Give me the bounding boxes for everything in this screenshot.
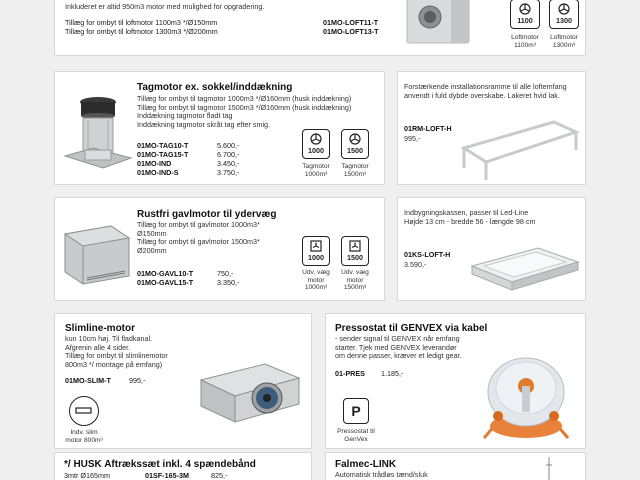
tagmotor-price: 3.750,- <box>217 168 240 177</box>
wall-fan-1000-icon <box>302 236 330 266</box>
falmec-description: Automatisk trådløs tænd/sluk <box>335 470 428 479</box>
fan-1300-caption: Loftmotor 1300m³ <box>550 34 578 49</box>
slim-motor-caption: Indv. slim motor 800m³ <box>65 429 103 444</box>
wall-fan-1000-num: 1000 <box>308 253 324 262</box>
loftmotor-card <box>54 0 586 56</box>
ramme-description: Forstærkende installationsramme til alle loftemfang anvendt i fuld dybde overskabe. Lakeret hvid lak. <box>404 82 567 100</box>
aftraek-title: */ HUSK Aftrækssæt inkl. 4 spændebånd <box>64 459 256 470</box>
fan-1100-caption: Loftmotor 1100m³ <box>511 34 539 49</box>
tagmotor-price-table <box>137 141 257 177</box>
tagmotor-code: 01MO-IND-S <box>137 168 179 177</box>
tagmotor-price: 5.600,- <box>217 141 240 150</box>
kasse-price: 3.590,- <box>404 260 427 269</box>
gavl-card <box>54 197 385 301</box>
tagmotor-description: Tillæg for ombyt til tagmotor 1000m3 */Ø160mm (husk inddækning) Tillæg for ombyt til tagmotor 1500m3 */Ø160mm (husk inddækning) Inddækning tagmotor fladt tag Inddækning tagmotor skråt tag efter smig. <box>137 94 352 129</box>
slimline-card <box>54 313 312 449</box>
loftmotor-row-desc: Tillæg for ombyt til loftmotor 1100m3 */Ø150mm <box>65 18 218 27</box>
fan-1100-num: 1100 <box>517 16 533 25</box>
slimline-title: Slimline-motor <box>65 323 136 334</box>
slimline-description: kun 10cm høj. Til fladkanal. Afgrenin alle 4 sider. Tillæg for ombyt til slimlinemotor 800m3 */ montage på emfang) <box>65 334 168 369</box>
tagmotor-title: Tagmotor ex. sokkel/inddækning <box>137 82 293 93</box>
pressostat-price: 1.185,- <box>381 369 404 378</box>
fan-1500-num: 1500 <box>347 146 363 155</box>
gavl-price-table <box>137 269 257 287</box>
pressostat-code: 01-PRES <box>335 369 365 378</box>
aftraek-card <box>54 452 312 480</box>
p-letter: P <box>351 403 361 419</box>
pressostat-card <box>325 313 586 449</box>
aftraek-price: 825,- <box>211 471 228 480</box>
kasse-image <box>468 244 582 296</box>
ramme-image <box>458 118 582 182</box>
slimline-price: 995,- <box>129 376 146 385</box>
aftraek-code: 01SF-165-3M <box>145 471 189 480</box>
gavl-description: Tillæg for ombyt til gavlmotor 1000m3* Ø150mm Tillæg for ombyt til gavlmotor 1500m3* Ø200mm <box>137 220 260 255</box>
wall-fan-1500-num: 1500 <box>347 253 363 262</box>
pressostat-description: - sender signal til GENVEX når emfang starter. Tjek med GENVEX leverandør om denne passer, kræver et ledigt gear. <box>335 334 462 361</box>
gavl-code: 01MO-GAVL15-T <box>137 278 194 287</box>
ramme-card <box>397 71 586 185</box>
pressostat-title: Pressostat til GENVEX via kabel <box>335 323 488 334</box>
fan-1000-icon <box>302 129 330 159</box>
loftmotor-row-code: 01MO-LOFT13-T <box>323 27 379 36</box>
kasse-card <box>397 197 586 301</box>
fan-1100-icon <box>510 0 540 29</box>
pressostat-image <box>476 342 576 446</box>
tagmotor-card <box>54 71 385 185</box>
fan-1500-caption: Tagmotor 1500m³ <box>341 163 369 178</box>
wall-fan-1500-caption: Udv. væg motor 1500m³ <box>341 269 369 292</box>
pressostat-price-table <box>335 369 421 378</box>
kasse-description: Indbygningskassen, passer til Led-Line Højde 13 cm - bredde 56 - længde 98 cm <box>404 208 536 226</box>
gavl-price: 750,- <box>217 269 234 278</box>
loftmotor-row-code: 01MO-LOFT11-T <box>323 18 379 27</box>
slimline-image <box>195 358 305 430</box>
tagmotor-code: 01MO-TAG10-T <box>137 141 189 150</box>
tagmotor-code: 01MO-IND <box>137 159 172 168</box>
kasse-code: 01KS-LOFT-H <box>404 250 451 259</box>
slim-motor-icon <box>69 396 99 426</box>
tagmotor-image <box>63 94 133 176</box>
pressostat-icon-caption: Pressostat til GenVex <box>337 428 375 443</box>
fan-1300-num: 1300 <box>556 16 572 25</box>
gavl-title: Rustfri gavlmotor til ydervæg <box>137 209 277 220</box>
ramme-code: 01RM-LOFT-H <box>404 124 452 133</box>
aftraek-spec: 3mtr Ø165mm <box>64 471 110 480</box>
tagmotor-code: 01MO-TAG15-T <box>137 150 189 159</box>
fan-1500-icon <box>341 129 369 159</box>
fan-1300-icon <box>549 0 579 29</box>
falmec-image <box>544 457 554 480</box>
wall-fan-1500-icon <box>341 236 369 266</box>
loftmotor-image <box>405 0 473 47</box>
gavl-image <box>61 222 133 286</box>
tagmotor-price: 3.450,- <box>217 159 240 168</box>
aftraek-price-table <box>64 471 251 480</box>
wall-fan-1000-caption: Udv. væg motor 1000m³ <box>302 269 330 292</box>
slimline-price-table <box>65 376 169 385</box>
parking-p-icon <box>343 398 369 424</box>
fan-1000-caption: Tagmotor 1000m³ <box>302 163 330 178</box>
slimline-code: 01MO-SLIM-T <box>65 376 111 385</box>
tagmotor-price: 6.700,- <box>217 150 240 159</box>
fan-1000-num: 1000 <box>308 146 324 155</box>
falmec-title: Falmec-LINK <box>335 459 397 470</box>
ramme-price: 995,- <box>404 134 421 143</box>
gavl-code: 01MO-GAVL10-T <box>137 269 194 278</box>
loftmotor-intro: Inkluderet er altid 950m3 motor med mulighed for opgradering. <box>65 2 265 11</box>
loftmotor-row-desc: Tillæg for ombyt til loftmotor 1300m3 */Ø200mm <box>65 27 218 36</box>
falmec-card <box>325 452 586 480</box>
gavl-price: 3.350,- <box>217 278 240 287</box>
